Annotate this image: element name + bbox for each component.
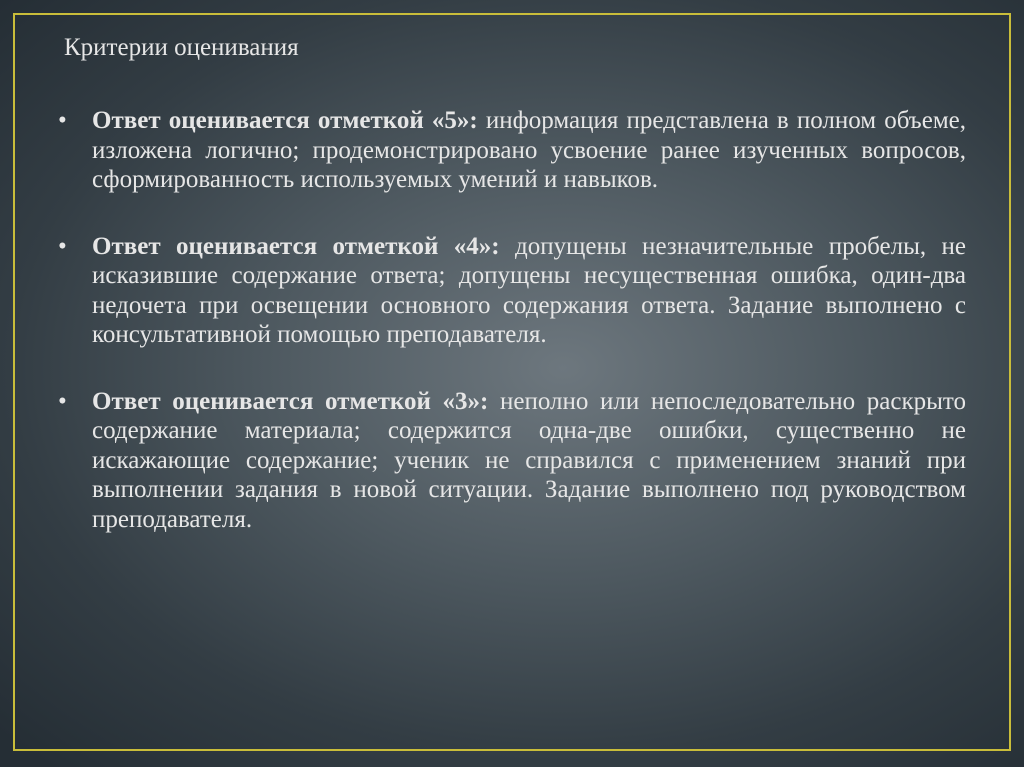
bullet-icon: • [58, 387, 67, 415]
criterion-lead: Ответ оценивается отметкой «3»: [92, 387, 489, 415]
slide-title: Критерии оценивания [64, 34, 299, 61]
criterion-lead: Ответ оценивается отметкой «4»: [92, 232, 500, 260]
criterion-grade-5 [58, 106, 966, 195]
criterion-grade-4 [58, 232, 966, 350]
criterion-grade-3 [58, 387, 966, 535]
criterion-text: информация представлена в полном объеме, изложена логично; продемонстрировано усвоение ранее изученных вопросов, сформированность используемых умений и навыков. [92, 107, 966, 193]
criterion-text: неполно или непоследовательно раскрыто содержание материала; содержится одна-две ошибки, существенно не искажающие содержание; ученик не справился с применением знаний при выполнении задания в новой ситуации. Задание выполнено под руководством преподавателя. [92, 387, 966, 533]
bullet-icon: • [58, 107, 67, 134]
criterion-lead: Ответ оценивается отметкой «5»: [92, 107, 478, 134]
criteria-list [58, 106, 966, 571]
bullet-icon: • [58, 232, 67, 260]
criterion-text: допущены незначительные пробелы, не исказившие содержание ответа; допущены несущественная ошибка, один-два недочета при освещении основного содержания ответа. Задание выполнено с консультативной помощью преподавателя. [92, 232, 966, 348]
